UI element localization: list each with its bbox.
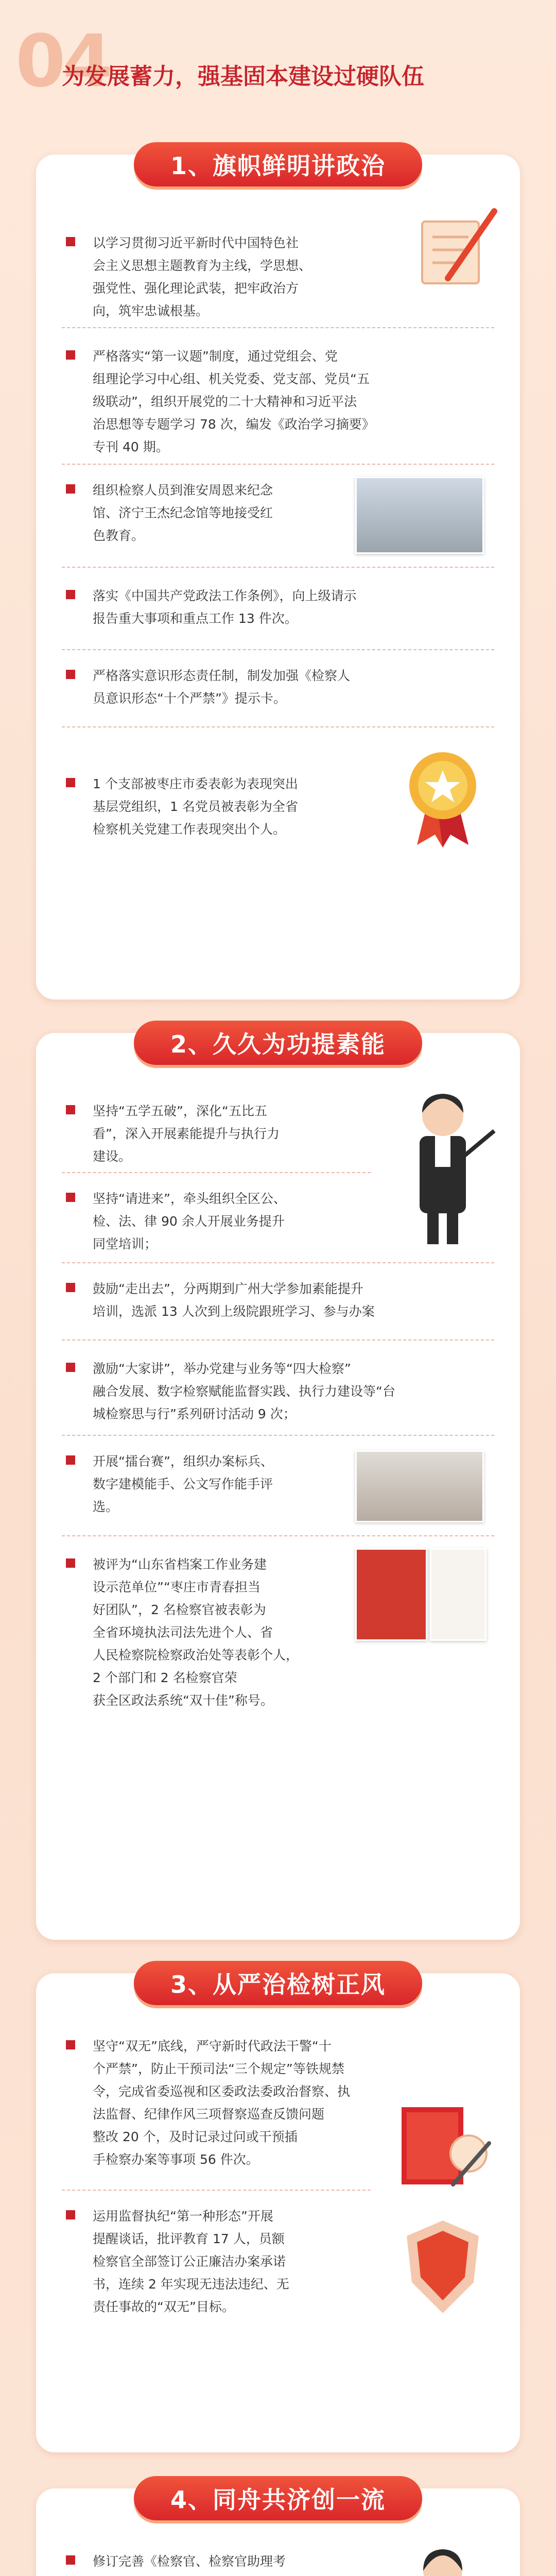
list-item [66,1358,395,1426]
text-line: 人民检察院检察政治处等表彰个人， [93,1648,299,1663]
text-line: 选。 [93,1499,119,1514]
divider [62,567,494,568]
divider [62,726,494,727]
text-line: 组理论学习中心组、机关党委、党支部、党员“五 [93,371,370,386]
text-line: 组织检察人员到淮安周恩来纪念 [93,483,273,498]
list-item [66,479,273,547]
section-card-3 [36,1973,520,2452]
text-line: 报告重大事项和重点工作 13 件次。 [93,611,298,626]
section-card-2 [36,1030,520,1940]
section-title: 3、从严治检树正风 [134,1961,422,2005]
bullet-square-icon [66,1105,75,1114]
bullet-square-icon [66,484,75,494]
divider [62,464,494,465]
list-item [66,2205,289,2318]
bullet-square-icon [66,778,75,787]
section-title: 4、同舟共济创一流 [134,2476,422,2520]
list-item [66,585,357,630]
text-line: 严格落实“第一议题”制度，通过党组会、党 [93,349,338,364]
text-line: 建设。 [93,1149,132,1164]
item-text [93,1278,375,1323]
section-title: 1、旗帜鲜明讲政治 [134,142,422,187]
text-line: 向，筑牢忠诚根基。 [93,303,209,318]
list-item [66,1553,299,1712]
text-line: 色教育。 [93,528,145,543]
bullet-square-icon [66,2210,75,2219]
list-item [66,1278,375,1323]
list-item [66,665,350,710]
bullet-square-icon [66,350,75,360]
bullet-square-icon [66,1455,75,1465]
list-item [66,1188,286,1256]
text-line: 修订完善《检察官、检察官助理考 [93,2554,286,2569]
list-item [66,345,375,459]
text-line: 基层党组织，1 名党员被表彰为全省 [93,799,298,814]
bullet-square-icon [66,590,75,599]
item-text [93,2550,292,2576]
text-line: 检、法、律 90 余人开展业务提升 [93,1214,285,1229]
text-line: 被评为“山东省档案工作业务建 [93,1557,267,1572]
bullet-square-icon [66,670,75,679]
section-title: 2、久久为功提素能 [134,1021,422,1065]
text-line: 开展“擂台赛”，组织办案标兵、 [93,1454,273,1469]
text-line: 检察机关党建工作表现突出个人。 [93,822,286,837]
bullet-square-icon [66,2040,75,2049]
text-line: 治思想等专题学习 78 次，编发《政治学习摘要》 [93,417,375,432]
item-text [93,345,375,459]
bullet-square-icon [66,2555,75,2565]
list-item [66,1100,280,1168]
divider [62,1340,494,1341]
teacher-illustration [386,1084,499,1249]
text-line: 数字建模能手、公文写作能手评 [93,1477,273,1492]
item-text [93,1100,280,1168]
text-line: 全省环境执法司法先进个人、省 [93,1625,273,1640]
text-line: 法监督、纪律作风三项督察巡查反馈问题 [93,2107,325,2122]
text-line: 责任事故的“双无”目标。 [93,2299,235,2314]
text-line: 检察官全部签订公正廉洁办案承诺 [93,2254,286,2269]
text-line: 会主义思想主题教育为主线，学思想、 [93,258,312,273]
text-line: 个严禁”，防止干预司法“三个规定”等铁规禁 [93,2061,344,2076]
text-line: 专刊 40 期。 [93,439,169,454]
text-line: 城检察思与行”系列研讨活动 9 次； [93,1406,296,1421]
text-line: 书，连续 2 年实现无违法违纪、无 [93,2277,289,2292]
list-item [66,232,311,323]
bullet-square-icon [66,1283,75,1292]
text-line: 馆、济宁王杰纪念馆等地接受红 [93,505,273,520]
divider [62,1435,494,1436]
list-item [66,2550,292,2576]
text-line: 强党性、强化理论武装，把牢政治方 [93,281,299,296]
award-plaque-photo [355,1548,427,1641]
section-number: 04 [15,20,110,104]
divider [62,649,494,650]
item-text [93,585,357,630]
competition-photo [355,1450,484,1522]
text-line: 手检察办案等事项 56 件次。 [93,2152,259,2167]
text-line: 获全区政法系统“双十佳”称号。 [93,1693,273,1708]
shield-illustration [396,2215,489,2318]
medal-icon [396,747,489,850]
text-line: 员意识形态“十个严禁”》提示卡。 [93,691,286,706]
text-line: 鼓励“走出去”，分两期到广州大学参加素能提升 [93,1281,363,1296]
certificate-photo [430,1548,486,1641]
item-text [93,773,298,841]
divider [62,327,494,328]
divider [62,1535,494,1536]
text-line: 级联动”，组织开展党的二十大精神和习近平法 [93,394,357,409]
list-item [66,2035,350,2171]
section-card-4 [36,2488,520,2576]
reading-illustration [391,2540,494,2576]
text-line: 坚持“五学五破”，深化“五比五 [93,1104,267,1118]
item-text [93,232,311,323]
text-line: 看”，深入开展素能提升与执行力 [93,1126,280,1141]
divider [62,1172,371,1173]
item-text [93,2035,350,2171]
divider [62,1262,494,1263]
item-text [93,1553,299,1712]
bullet-square-icon [66,1558,75,1568]
text-line: 以学习贯彻习近平新时代中国特色社 [93,235,299,250]
list-item [66,1450,273,1518]
list-item [66,773,298,841]
item-text [93,1358,395,1426]
text-line: 落实《中国共产党政法工作条例》，向上级请示 [93,588,357,603]
text-line: 融合发展、数字检察赋能监督实践、执行力建设等“台 [93,1384,395,1399]
text-line: 提醒谈话，批评教育 17 人，员额 [93,2231,285,2246]
item-text [93,665,350,710]
item-text [93,1450,273,1518]
text-line: 同堂培训； [93,1236,158,1251]
bullet-square-icon [66,1363,75,1372]
text-line: 设示范单位”“枣庄市青春担当 [93,1580,260,1595]
page-title: 为发展蓄力，强基固本建设过硬队伍 [62,63,424,90]
text-line: 运用监督执纪“第一种形态”开展 [93,2209,273,2224]
bullet-square-icon [66,1193,75,1202]
item-text [93,479,273,547]
item-text [93,1188,286,1256]
hero-header [0,0,556,129]
text-line: 1 个支部被枣庄市委表彰为表现突出 [93,776,298,791]
text-line: 坚持“请进来”，牵头组织全区公、 [93,1191,286,1206]
section-card-1 [36,152,520,999]
book-illustration [391,2092,494,2195]
text-line: 激励“大家讲”，举办党建与业务等“四大检察” [93,1361,351,1376]
pen-paper-icon [412,201,499,289]
memorial-photo [355,477,484,554]
text-line: 严格落实意识形态责任制，制发加强《检察人 [93,668,351,683]
item-text [93,2205,289,2318]
text-line: 2 个部门和 2 名检察官荣 [93,1670,237,1685]
text-line: 整改 20 个，及时记录过问或干预插 [93,2129,298,2144]
text-line: 令，完成省委巡视和区委政法委政治督察、执 [93,2084,351,2099]
bullet-square-icon [66,237,75,246]
text-line [93,2573,292,2576]
divider [62,2190,371,2191]
text-line: 好团队”，2 名检察官被表彰为 [93,1602,266,1617]
text-line: 培训，选派 13 人次到上级院跟班学习、参与办案 [93,1304,375,1319]
text-line: 坚守“双无”底线，严守新时代政法干警“十 [93,2039,332,2054]
